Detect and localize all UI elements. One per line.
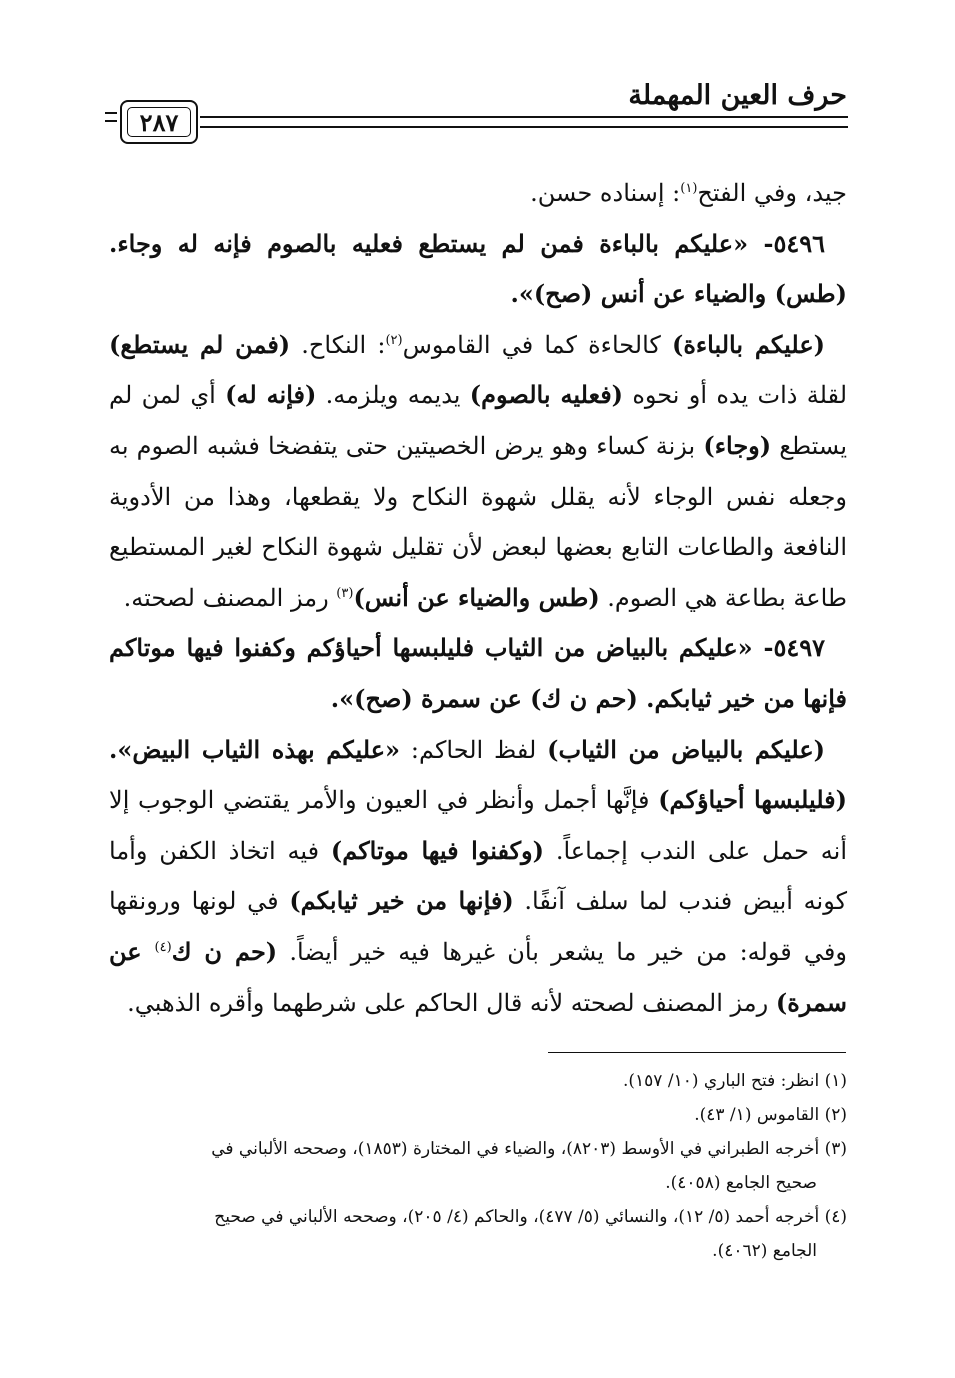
text-run: في لونها ورونقها وفي قوله: من خير ما يشعر بأن غيرها فيه خير أيضاً. bbox=[109, 887, 847, 966]
text-run: لقلة ذات يده أو نحوه bbox=[623, 381, 848, 410]
paragraph bbox=[109, 623, 847, 724]
footnote: (٢) القاموس (١/ ٤٣). bbox=[694, 1105, 847, 1125]
footnote-continuation: صحيح الجامع (٤٠٥٨). bbox=[665, 1173, 817, 1193]
text-run: فإنَّها أجمل وأنظر في العيون والأمر يقتضي الوجوب إلا أنه حمل على الندب إجماعاً. bbox=[109, 786, 847, 865]
bold-text: (حم ن ك bbox=[171, 936, 278, 966]
bold-text: (وكفنوا فيها موتاكم) bbox=[330, 835, 544, 865]
bold-text: (عليكم بالبياض من الثياب) bbox=[547, 734, 826, 764]
text-run: لفظ الحاكم: bbox=[400, 735, 548, 764]
text-run: : النكاح. bbox=[290, 330, 386, 359]
footnote-continuation: الجامع (٤٠٦٢). bbox=[712, 1241, 817, 1261]
paragraph bbox=[109, 219, 847, 320]
bold-text: (فإنه له) bbox=[225, 380, 317, 410]
text-run: جيد، وفي الفتح bbox=[697, 179, 847, 207]
bold-text: ٥٤٩٧- «عليكم بالبياض من الثياب فليلبسها أحياؤكم وكفنوا فيها موتاكم فإنها من خير ثيابكم. (حم ن ك) عن سمرة (صح)». bbox=[109, 633, 847, 713]
footnote-marker: (١) bbox=[680, 181, 698, 196]
bold-text: (وجاء) bbox=[703, 430, 772, 460]
footnote-marker: (٢) bbox=[385, 332, 403, 348]
footnote-marker: (٣) bbox=[336, 585, 354, 601]
text-run: يديمه ويلزمه. bbox=[316, 381, 470, 410]
bold-text: (فمن لم يستطع) bbox=[109, 329, 291, 359]
chapter-title: حرف العين المهملة bbox=[628, 80, 847, 111]
text-run: كالحاءة كما في القاموس bbox=[402, 330, 672, 359]
text-run: بزنة كساء وهو يرض الخصيتين حتى يتفضخا فشبه الصوم به وجعله نفس الوجاء لأنه يقلل شهوة النكاح ولا يقطعها، وهذا من الأدوية النافعة والطاعات التابع بعضها لبعض لأن تقليل شهوة النكاح لغير المستطيع طاعة بطاعة هي الصوم. bbox=[109, 431, 847, 612]
footnote: (١) انظر: فتح الباري (١٠/ ١٥٧). bbox=[623, 1071, 847, 1091]
text-run: فيه اتخاذ الكفن وأما كونه أبيض فندب لما سلف آنفًا. bbox=[109, 836, 848, 916]
text-run: رمز المصنف لصحته. bbox=[123, 583, 337, 612]
bold-text: (فعليه بالصوم) bbox=[469, 380, 624, 410]
footnotes bbox=[109, 1064, 847, 1268]
page-number-ornament bbox=[105, 112, 117, 122]
text-run: رمز المصنف لصحته لأنه قال الحاكم على شرطهما وأقره الذهبي. bbox=[127, 988, 776, 1017]
paragraph bbox=[109, 168, 847, 219]
header-rule bbox=[200, 116, 848, 128]
footnote: (٤) أخرجه أحمد (٥/ ١٢)، والنسائي (٥/ ٤٧٧)، والحاكم (٤/ ٢٠٥)، وصححه الألباني في صحيح bbox=[214, 1207, 847, 1227]
text-run: : إسناده حسن. bbox=[530, 179, 681, 207]
footnote-marker: (٤) bbox=[154, 939, 172, 955]
page-number: ٢٨٧ bbox=[127, 107, 191, 137]
bold-text: عن سمرة) bbox=[109, 936, 847, 1017]
bold-text: «عليكم بهذه الثياب البيض». bbox=[109, 734, 401, 764]
bold-text: (عليكم بالباءة) bbox=[671, 329, 826, 359]
page-number-frame bbox=[120, 100, 198, 144]
paragraph bbox=[109, 725, 847, 1029]
bold-text: (فليلبسها أحياؤكم) bbox=[658, 785, 847, 815]
paragraph bbox=[109, 320, 847, 624]
bold-text: ٥٤٩٦- «عليكم بالباءة فمن لم يستطع فعليه بالصوم فإنه له وجاء. (طس) والضياء عن أنس (صح)». bbox=[109, 228, 847, 309]
bold-text: (طس والضياء عن أنس) bbox=[353, 582, 600, 612]
footnote: (٣) أخرجه الطبراني في الأوسط (٨٢٠٣)، والضياء في المختارة (١٨٥٣)، وصححه الألباني في bbox=[211, 1139, 847, 1159]
footnote-rule bbox=[548, 1052, 846, 1053]
text-run: أي لمن لم يستطع bbox=[109, 381, 848, 460]
bold-text: (فإنها من خير ثيابكم) bbox=[289, 886, 514, 916]
main-text bbox=[109, 168, 847, 1028]
